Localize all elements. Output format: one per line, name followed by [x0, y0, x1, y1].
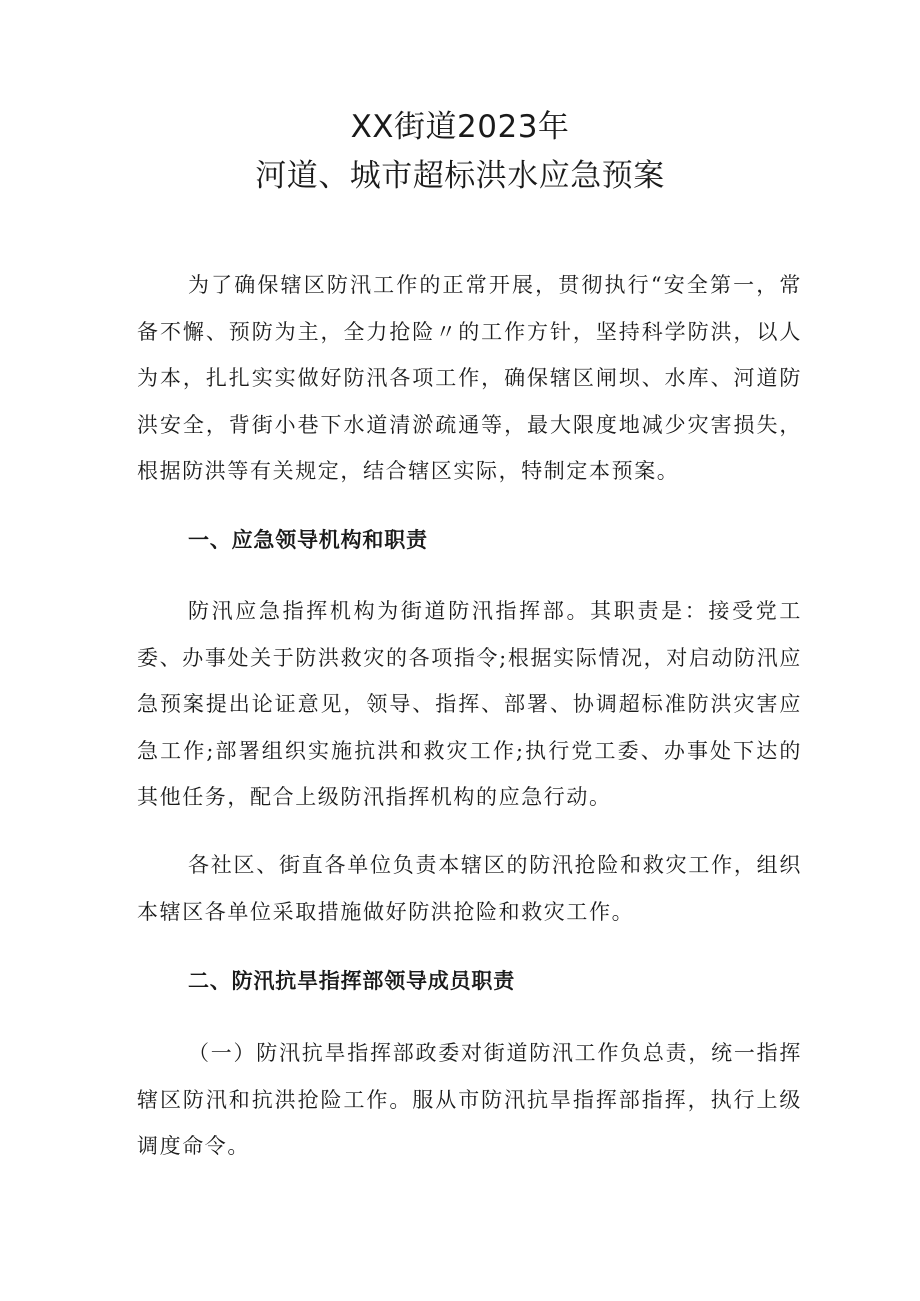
document-title-line-2: 河道、城市超标洪水应急预案: [255, 158, 665, 194]
section-1-paragraph-2: 各社区、街直各单位负责本辖区的防汛抢险和救灾工作，组织本辖区各单位采取措施做好防洪抢险和救灾工作。: [137, 853, 802, 924]
section-heading-2: 二、防汛抗旱指挥部领导成员职责: [188, 969, 515, 993]
intro-paragraph: 为了确保辖区防汛工作的正常开展，贯彻执行“安全第一，常备不懈、预防为主，全力抢险〃的工作方针，坚持科学防洪，以人为本，扎扎实实做好防汛各项工作，确保辖区闸坝、水库、河道防洪安全，背街小巷下水道清淤疏通等，最大限度地减少灾害损失，根据防洪等有关规定，结合辖区实际，特制定本预案。: [137, 273, 802, 483]
section-1-paragraph-1: 防汛应急指挥机构为街道防汛指挥部。其职责是：接受党工委、办事处关于防洪救灾的各项指令;根据实际情况，对启动防汛应急预案提出论证意见，领导、指挥、部署、协调超标准防洪灾害应急工作;部署组织实施抗洪和救灾工作;执行党工委、办事处下达的其他任务，配合上级防汛指挥机构的应急行动。: [137, 599, 802, 809]
section-heading-1: 一、应急领导机构和职责: [188, 528, 428, 552]
section-2-paragraph-1: （一）防汛抗旱指挥部政委对街道防汛工作负总责，统一指挥辖区防汛和抗洪抢险工作。服从市防汛抗旱指挥部指挥，执行上级调度命令。: [137, 1041, 802, 1158]
document-title-line-1: XX街道2023年: [350, 109, 570, 145]
